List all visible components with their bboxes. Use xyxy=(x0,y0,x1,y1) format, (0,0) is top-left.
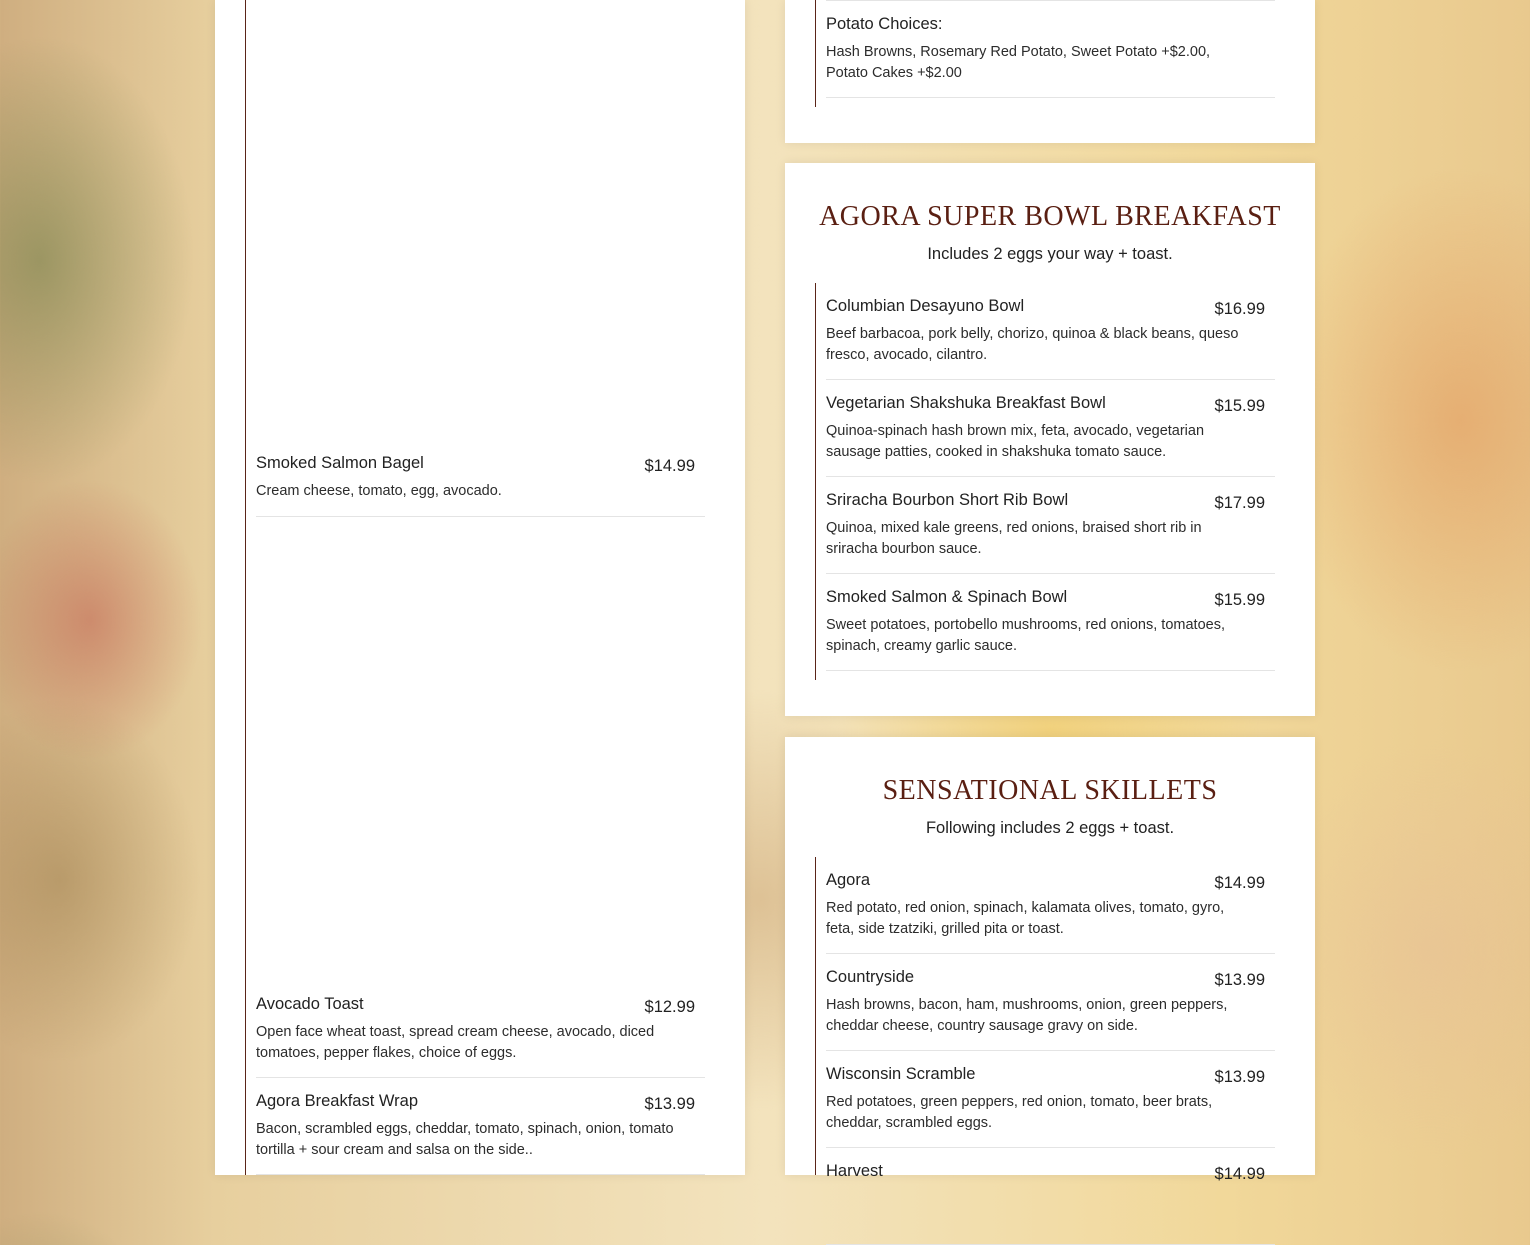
menu-item-harvest-skillet[interactable] xyxy=(826,1162,1275,1245)
item-name: Columbian Desayuno Bowl xyxy=(826,297,1025,315)
item-name: Avocado Toast xyxy=(256,995,364,1013)
item-price: $16.99 xyxy=(1214,300,1265,318)
item-price: $17.99 xyxy=(1214,494,1265,512)
item-description: Beef barbacoa, pork belly, chorizo, quinoa & black beans, queso fresco, avocado, cilantro. xyxy=(826,326,1239,363)
section-subtitle: Following includes 2 eggs + toast. xyxy=(925,819,1175,837)
item-price: $12.99 xyxy=(644,998,695,1016)
section-title: AGORA SUPER BOWL BREAKFAST xyxy=(819,201,1281,232)
item-name: Sriracha Bourbon Short Rib Bowl xyxy=(826,491,1069,509)
item-name: Agora Breakfast Wrap xyxy=(256,1092,419,1110)
section-title: SENSATIONAL SKILLETS xyxy=(882,775,1218,806)
item-description: Quinoa, mixed kale greens, red onions, braised short rib in sriracha bourbon sauce. xyxy=(826,520,1202,557)
left-menu-card xyxy=(215,0,745,1175)
item-description: Red potato, red onion, spinach, kalamata olives, tomato, gyro, feta, side tzatziki, grilled pita or toast. xyxy=(826,900,1225,937)
menu-item-sriracha-bourbon-short-rib-bowl[interactable] xyxy=(826,491,1275,574)
menu-item-wisconsin-scramble[interactable] xyxy=(826,1065,1275,1148)
menu-item-countryside-skillet[interactable] xyxy=(826,968,1275,1051)
skillets-card xyxy=(785,737,1315,1183)
menu-item-smoked-salmon-spinach-bowl[interactable] xyxy=(826,588,1275,671)
item-name: Vegetarian Shakshuka Breakfast Bowl xyxy=(826,394,1106,412)
potato-choices-item[interactable] xyxy=(826,15,1275,98)
item-price: $13.99 xyxy=(1214,971,1265,989)
item-name: Harvest xyxy=(826,1162,883,1180)
menu-item-columbian-desayuno-bowl[interactable] xyxy=(826,297,1275,380)
item-price: $13.99 xyxy=(644,1095,695,1113)
menu-item-agora-breakfast-wrap[interactable] xyxy=(256,1092,705,1175)
item-description: Cream cheese, tomato, egg, avocado. xyxy=(256,483,502,499)
item-price: $14.99 xyxy=(1214,1165,1265,1183)
item-description: Bacon, scrambled eggs, cheddar, tomato, spinach, onion, tomato tortilla + sour cream and salsa on the side.. xyxy=(256,1121,674,1158)
item-name: Agora xyxy=(826,871,871,889)
item-price: $14.99 xyxy=(1214,874,1265,892)
item-description: Sweet potatoes, portobello mushrooms, red onions, tomatoes, spinach, creamy garlic sauce. xyxy=(826,617,1225,654)
item-price: $15.99 xyxy=(1214,591,1265,609)
item-name: Countryside xyxy=(826,968,915,986)
item-price: $15.99 xyxy=(1214,397,1265,415)
menu-item-avocado-toast[interactable] xyxy=(256,995,705,1078)
super-bowl-card xyxy=(785,163,1315,716)
menu-item-smoked-salmon-bagel[interactable] xyxy=(256,454,705,517)
menu-item-agora-skillet[interactable] xyxy=(826,871,1275,954)
item-price: $13.99 xyxy=(1214,1068,1265,1086)
skillets-rail xyxy=(815,857,816,1175)
item-description: Hash browns, bacon, ham, mushrooms, onion, green peppers, cheddar cheese, country sausage gravy on side. xyxy=(826,997,1228,1034)
potato-choices-label: Potato Choices: xyxy=(826,15,943,33)
menu-item-vegetarian-shakshuka-bowl[interactable] xyxy=(826,394,1275,477)
potato-rail xyxy=(815,0,816,107)
super-bowl-rail xyxy=(815,283,816,680)
item-name: Smoked Salmon & Spinach Bowl xyxy=(826,588,1068,606)
potato-choices-card xyxy=(785,0,1315,143)
item-description: Open face wheat toast, spread cream cheese, avocado, diced tomatoes, pepper flakes, choice of eggs. xyxy=(256,1024,655,1061)
item-description: Red potatoes, green peppers, red onion, tomato, beer brats, cheddar, scrambled eggs. xyxy=(826,1094,1213,1131)
section-subtitle: Includes 2 eggs your way + toast. xyxy=(927,245,1173,263)
item-name: Wisconsin Scramble xyxy=(826,1065,976,1083)
potato-choices-description: Hash Browns, Rosemary Red Potato, Sweet Potato +$2.00, Potato Cakes +$2.00 xyxy=(826,44,1211,81)
item-name: Smoked Salmon Bagel xyxy=(256,454,424,472)
item-price: $14.99 xyxy=(644,457,695,475)
potato-top-divider xyxy=(826,0,1275,1)
item-description: Quinoa-spinach hash brown mix, feta, avocado, vegetarian sausage patties, cooked in shakshuka tomato sauce. xyxy=(826,423,1205,460)
left-menu-rail xyxy=(245,0,246,1175)
